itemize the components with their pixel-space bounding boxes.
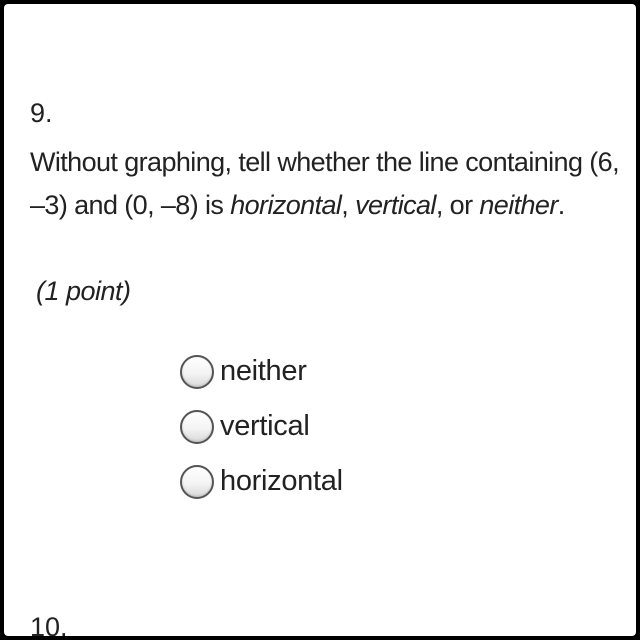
question-text-part: , or bbox=[435, 190, 480, 220]
question-text-emphasis-vertical: vertical bbox=[355, 190, 436, 220]
radio-button-icon[interactable] bbox=[180, 355, 214, 389]
radio-button-icon[interactable] bbox=[180, 410, 214, 444]
option-label[interactable]: vertical bbox=[220, 410, 310, 442]
question-text-emphasis-horizontal: horizontal bbox=[230, 190, 342, 220]
option-horizontal[interactable] bbox=[180, 454, 343, 509]
option-neither[interactable] bbox=[180, 344, 343, 399]
next-question-number: 10. bbox=[30, 612, 68, 636]
option-vertical[interactable] bbox=[180, 399, 343, 454]
option-label[interactable]: horizontal bbox=[220, 465, 343, 497]
option-label[interactable]: neither bbox=[220, 355, 307, 387]
question-text-part: , bbox=[341, 190, 356, 220]
question-number: 9. bbox=[30, 98, 53, 128]
question-text-emphasis-neither: neither bbox=[479, 190, 558, 220]
answer-options bbox=[180, 344, 343, 509]
question-text bbox=[30, 141, 636, 227]
question-text-part: Without graphing, tell whether the line containing (6, –3) and (0, –8) is bbox=[30, 147, 619, 220]
question-points: (1 point) bbox=[36, 276, 131, 306]
question-text-part: . bbox=[557, 190, 565, 220]
quiz-page bbox=[4, 4, 636, 636]
radio-button-icon[interactable] bbox=[180, 465, 214, 499]
